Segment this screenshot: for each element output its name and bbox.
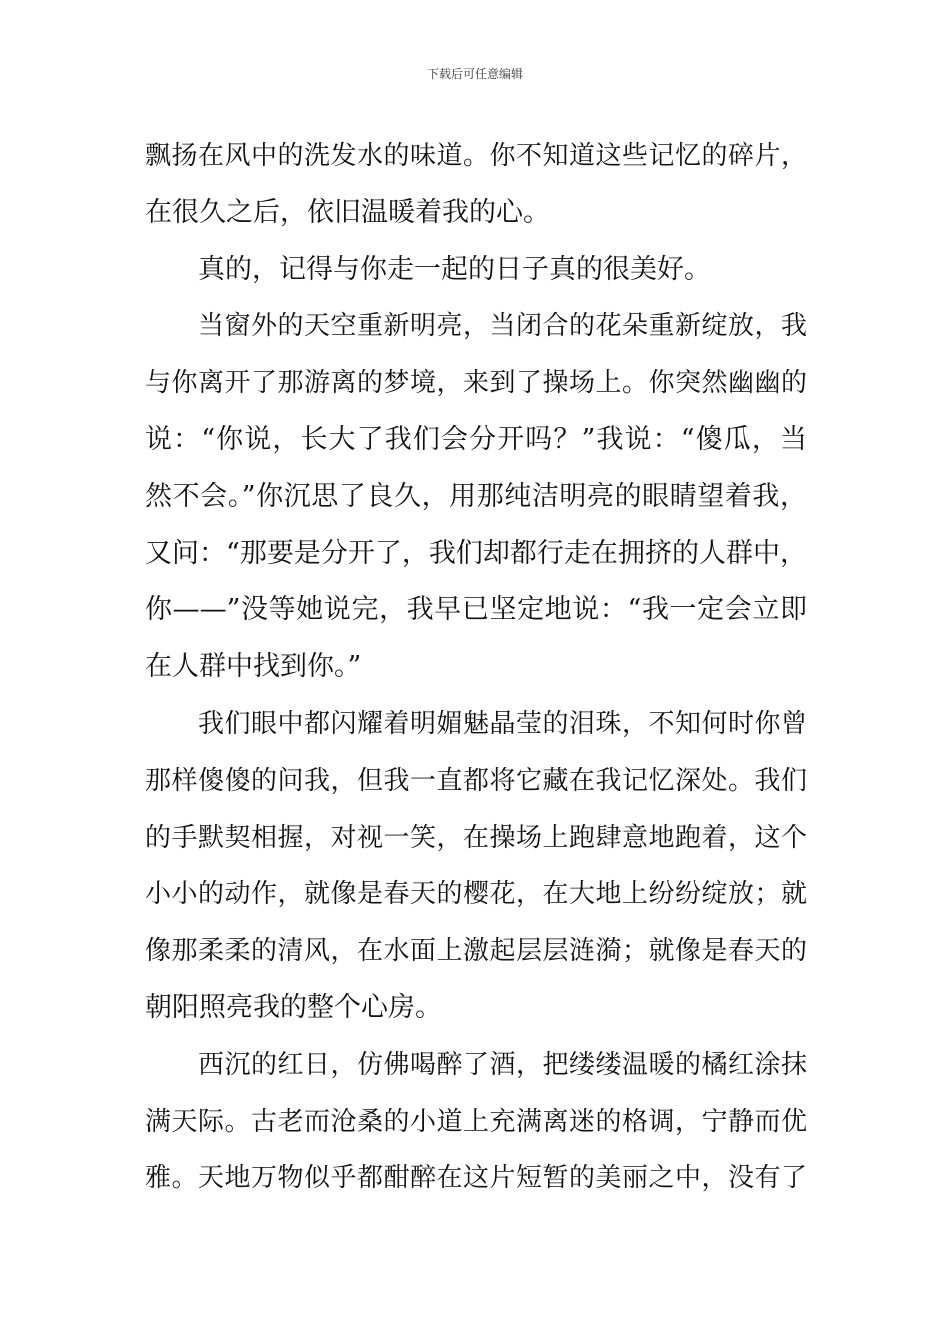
text-line: 在很久之后，依旧温暖着我的心。 bbox=[145, 196, 550, 228]
text-line: 朝阳照亮我的整个心房。 bbox=[145, 991, 442, 1023]
text-line: 小小的动作，就像是春天的樱花，在大地上纷纷绽放；就 bbox=[145, 879, 807, 910]
text-line: 在人群中找到你。” bbox=[145, 651, 362, 683]
text-line: 真的，记得与你走一起的日子真的很美好。 bbox=[198, 253, 711, 285]
text-line: 又问：“那要是分开了，我们却都行走在拥挤的人群中， bbox=[145, 537, 807, 569]
text-line: 满天际。古老而沧桑的小道上充满离迷的格调，宁静而优 bbox=[145, 1106, 807, 1137]
text-line: 当窗外的天空重新明亮，当闭合的花朵重新绽放，我 bbox=[198, 311, 807, 342]
text-line: 你——”没等她说完，我早已坚定地说：“我一定会立即 bbox=[145, 594, 807, 626]
page-header: 下载后可任意编辑 bbox=[426, 67, 523, 81]
text-line: 西沉的红日，仿佛喝醉了酒，把缕缕温暖的橘红涂抹 bbox=[198, 1049, 807, 1080]
text-line: 与你离开了那游离的梦境，来到了操场上。你突然幽幽的 bbox=[145, 368, 807, 399]
body-text bbox=[145, 128, 807, 1207]
text-line: 我们眼中都闪耀着明媚魅晶莹的泪珠，不知何时你曾 bbox=[198, 708, 807, 739]
text-line: 那样傻傻的问我，但我一直都将它藏在我记忆深处。我们 bbox=[145, 765, 807, 796]
text-line: 雅。天地万物似乎都酣醉在这片短暂的美丽之中，没有了 bbox=[145, 1163, 807, 1194]
text-line: 飘扬在风中的洗发水的味道。你不知道这些记忆的碎片， bbox=[145, 141, 807, 171]
text-line: 说：“你说，长大了我们会分开吗？”我说：“傻瓜，当 bbox=[145, 423, 807, 455]
text-line: 的手默契相握，对视一笑，在操场上跑肆意地跑着，这个 bbox=[145, 822, 807, 853]
text-line: 像那柔柔的清风，在水面上激起层层涟漪；就像是春天的 bbox=[145, 936, 807, 967]
text-line: 然不会。”你沉思了良久，用那纯洁明亮的眼睛望着我， bbox=[145, 480, 807, 512]
